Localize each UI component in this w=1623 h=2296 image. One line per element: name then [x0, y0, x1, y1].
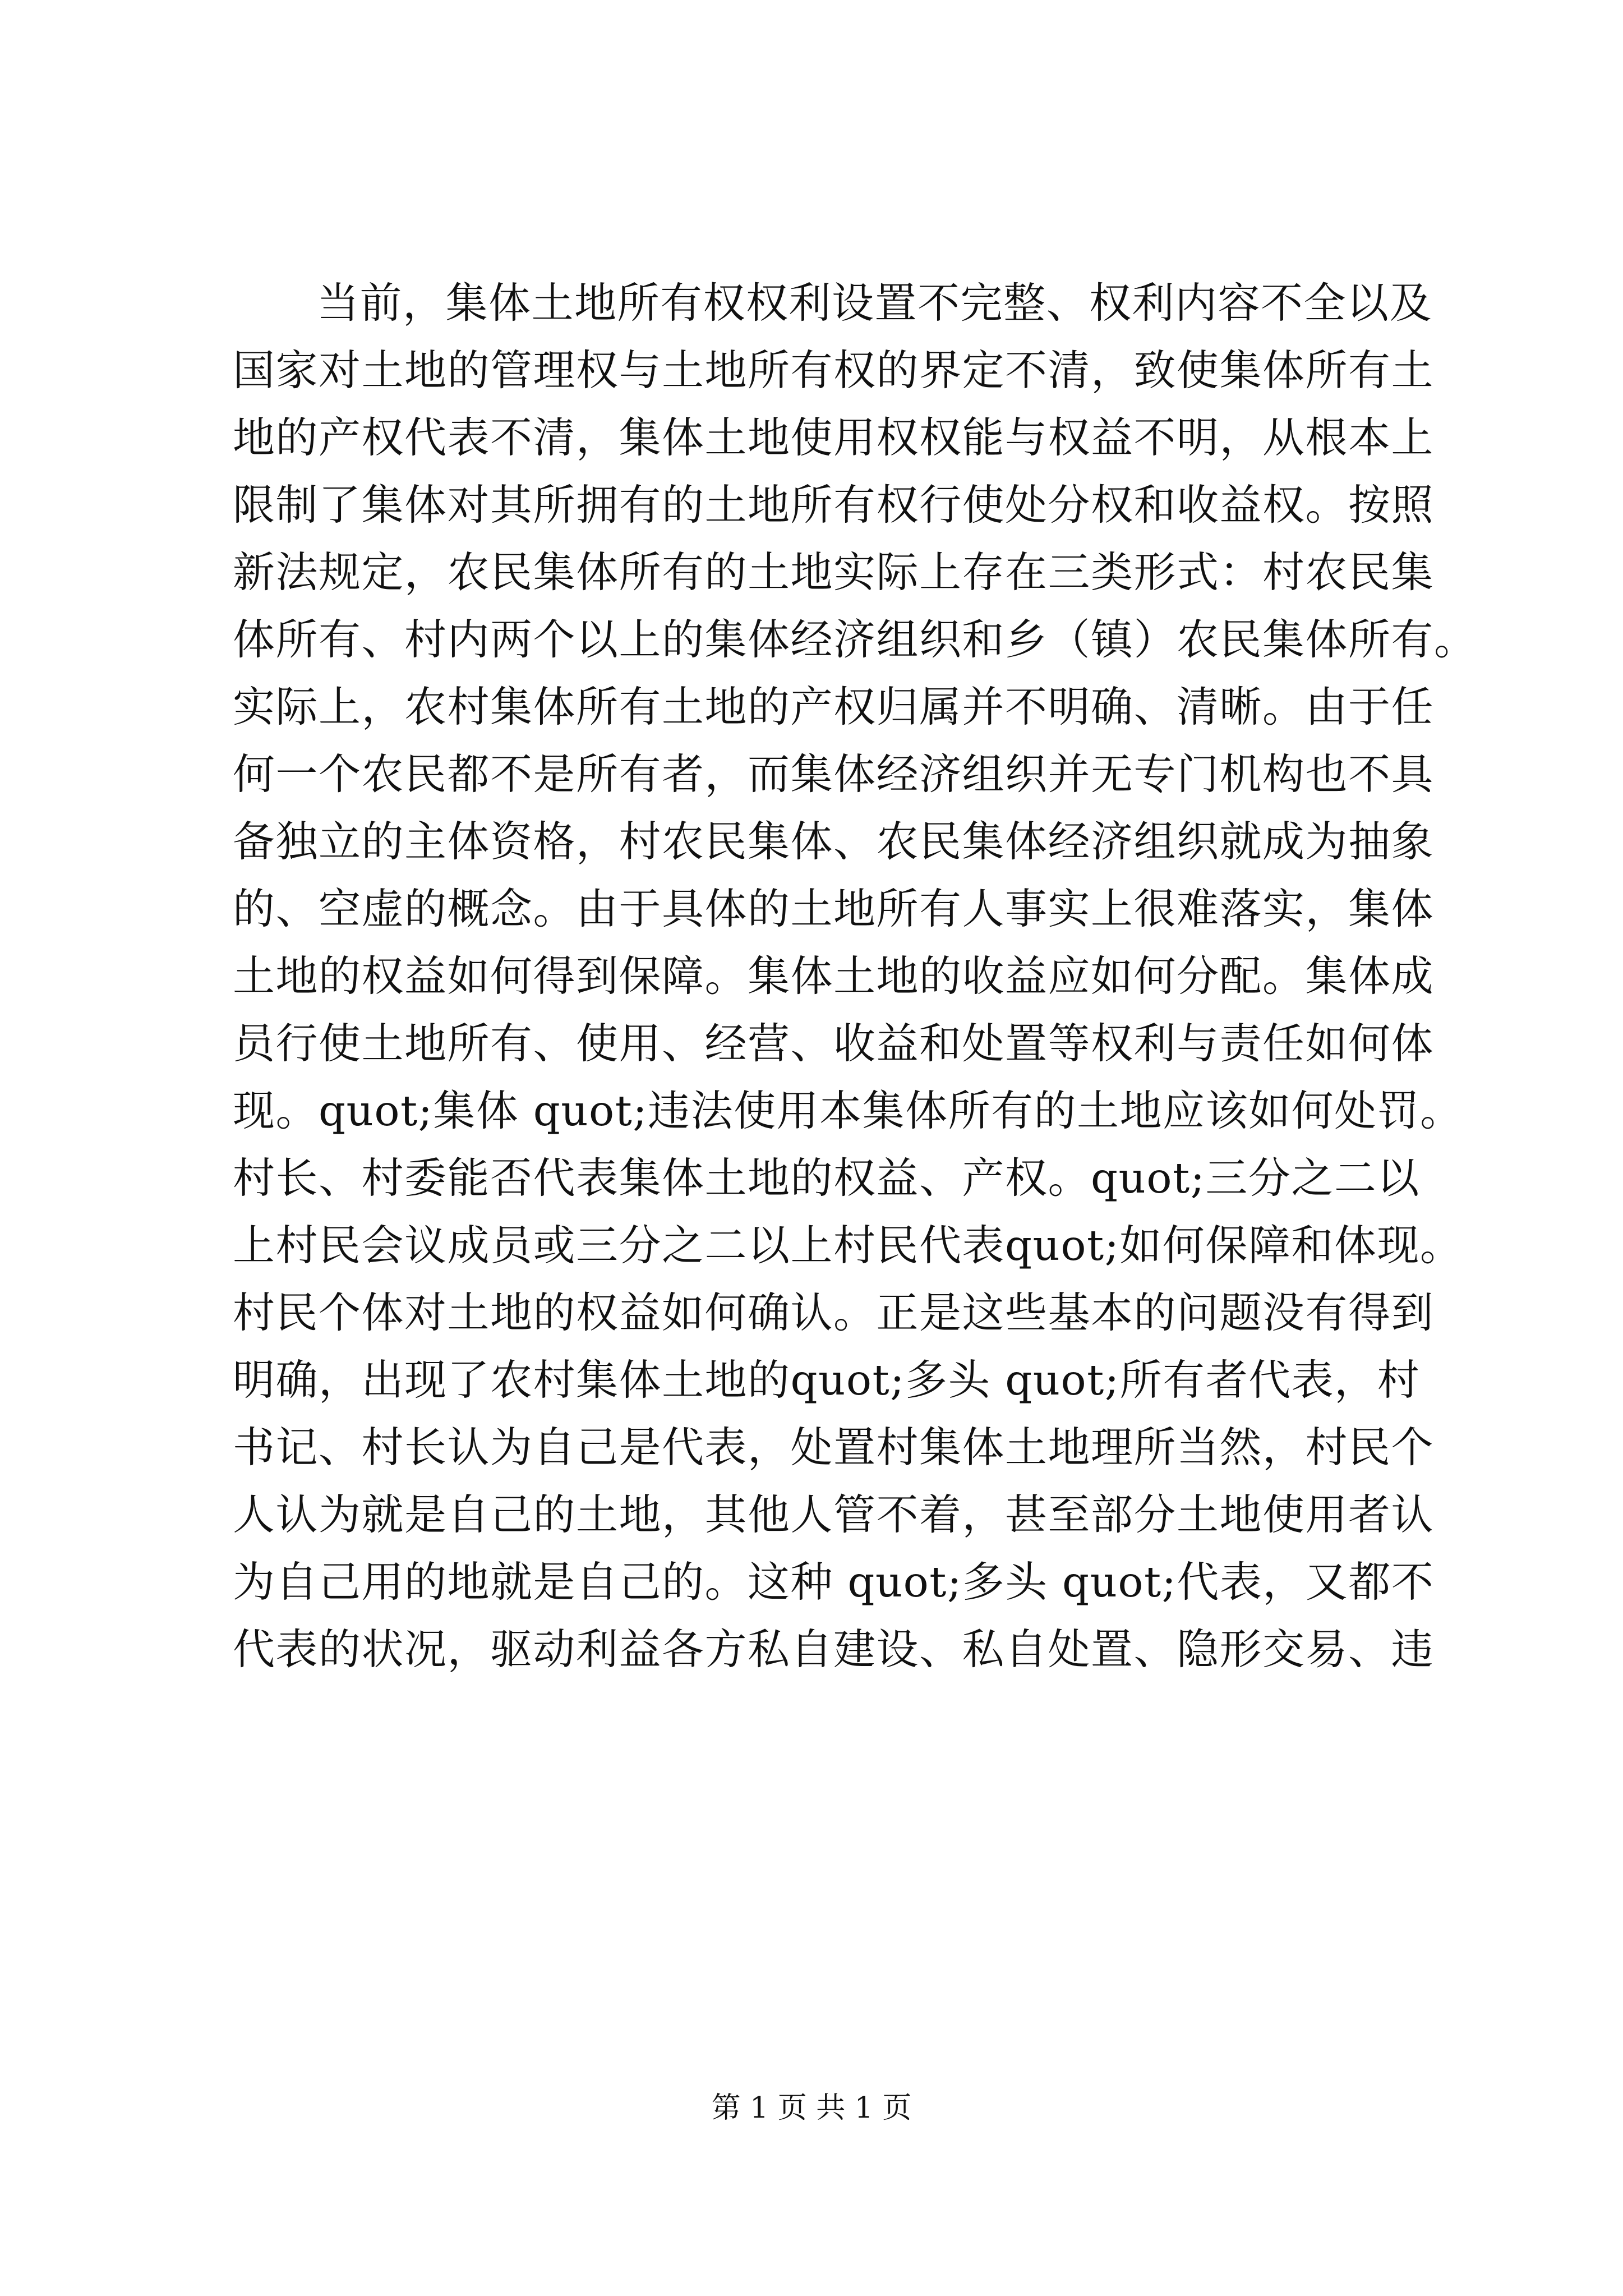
- text-line: 村长、村委能否代表集体土地的权益、产权。quot;三分之二以: [233, 1153, 1420, 1203]
- text-line: 人认为就是自己的土地，其他人管不着，甚至部分土地使用者认: [233, 1490, 1435, 1539]
- text-line: 备独立的主体资格，村农民集体、农民集体经济组织就成为抽象: [233, 817, 1435, 866]
- text-line: 明确，出现了农村集体土地的quot;多头 quot;所有者代表，村: [233, 1355, 1421, 1405]
- text-line: 实际上，农村集体所有土地的产权归属并不明确、清晰。由于任: [233, 682, 1435, 731]
- text-line: 现。quot;集体 quot;违法使用本集体所有的土地应该如何处罚。: [233, 1086, 1463, 1135]
- text-line: 村民个体对土地的权益如何确认。正是这些基本的问题没有得到: [233, 1288, 1435, 1337]
- text-line: 何一个农民都不是所有者，而集体经济组织并无专门机构也不具: [233, 749, 1435, 799]
- text-line: 地的产权代表不清，集体土地使用权权能与权益不明，从根本上: [233, 413, 1435, 462]
- text-line: 为自己用的地就是自己的。这种 quot;多头 quot;代表，又都不: [233, 1557, 1435, 1607]
- text-line: 代表的状况，驱动利益各方私自建设、私自处置、隐形交易、违: [233, 1625, 1435, 1674]
- text-line: 体所有、村内两个以上的集体经济组织和乡（镇）农民集体所有。: [233, 615, 1477, 664]
- page-footer: 第 1 页 共 1 页: [711, 2091, 912, 2125]
- body-paragraph: [233, 269, 1477, 1683]
- text-line: 限制了集体对其所拥有的土地所有权行使处分权和收益权。按照: [233, 480, 1435, 530]
- text-line: 国家对土地的管理权与土地所有权的界定不清，致使集体所有土: [233, 346, 1435, 395]
- text-line: 土地的权益如何得到保障。集体土地的收益应如何分配。集体成: [233, 951, 1435, 1001]
- text-line: 的、空虚的概念。由于具体的土地所有人事实上很难落实，集体: [233, 884, 1435, 933]
- text-line: 员行使土地所有、使用、经营、收益和处置等权利与责任如何体: [233, 1019, 1435, 1068]
- text-line: 书记、村长认为自己是代表，处置村集体土地理所当然，村民个: [233, 1423, 1435, 1472]
- text-line: 当前，集体土地所有权权利设置不完整、权利内容不全以及: [317, 278, 1433, 328]
- text-line: 新法规定，农民集体所有的土地实际上存在三类形式：村农民集: [233, 547, 1435, 597]
- text-line: 上村民会议成员或三分之二以上村民代表quot;如何保障和体现。: [233, 1221, 1463, 1270]
